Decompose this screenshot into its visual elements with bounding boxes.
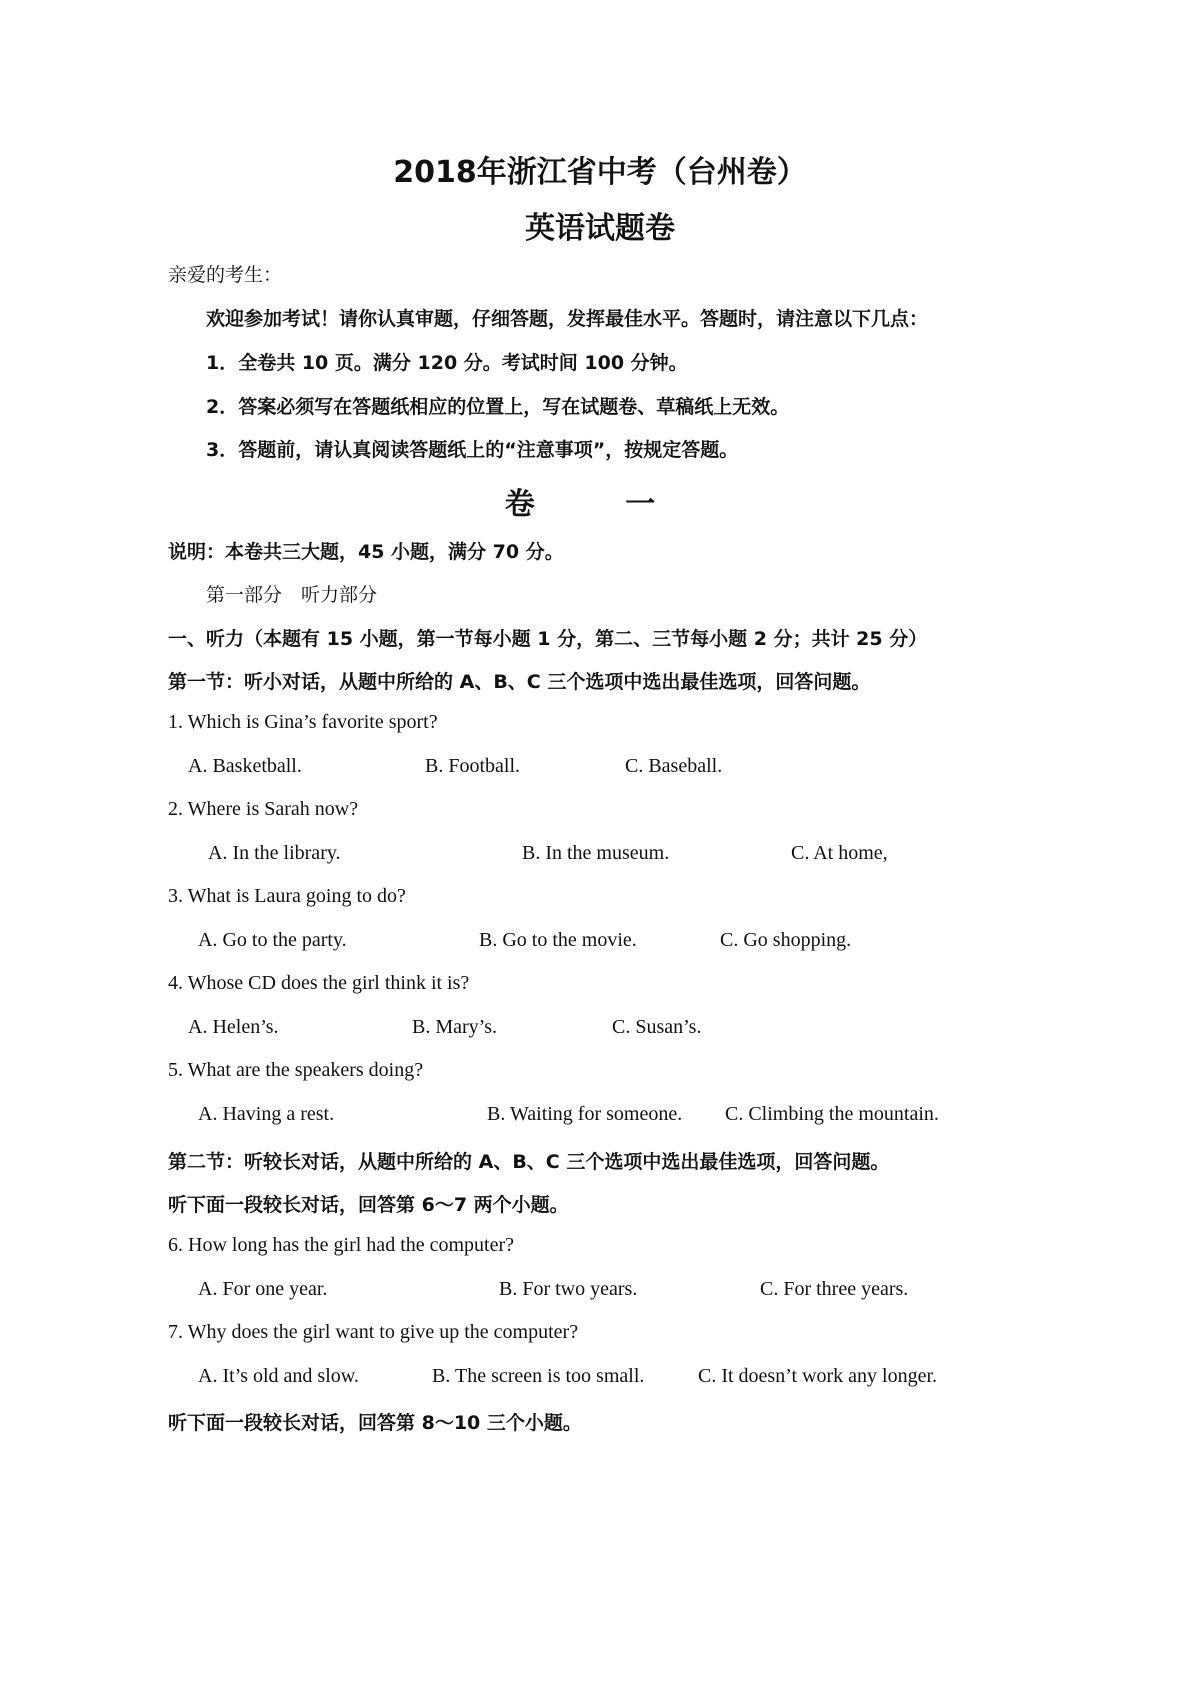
- exam-subtitle: 英语试题卷: [525, 211, 675, 246]
- option-a: A. It’s old and slow.: [198, 1365, 359, 1387]
- question-text: 2. Where is Sarah now?: [168, 798, 359, 820]
- option-c: C. It doesn’t work any longer.: [698, 1365, 938, 1387]
- option-b: B. For two years.: [499, 1278, 638, 1300]
- part-heading: 第一部分 听力部分: [206, 584, 378, 606]
- question-text: 4. Whose CD does the girl think it is?: [168, 972, 470, 994]
- note-item: 2．答案必须写在答题纸相应的位置上，写在试题卷、草稿纸上无效。: [206, 396, 790, 418]
- welcome-text: 欢迎参加考试！请你认真审题，仔细答题，发挥最佳水平。答题时，请注意以下几点：: [206, 308, 929, 330]
- dialogue-group-heading: 听下面一段较长对话，回答第 8～10 三个小题。: [168, 1412, 582, 1434]
- question-text: 7. Why does the girl want to give up the computer?: [168, 1321, 579, 1343]
- volume-label: 卷 一: [504, 487, 696, 522]
- option-b: B. Football.: [425, 755, 521, 777]
- option-a: A. Having a rest.: [198, 1103, 335, 1125]
- option-c: C. Go shopping.: [720, 929, 852, 951]
- question-text: 5. What are the speakers doing?: [168, 1059, 424, 1081]
- option-b: B. Go to the movie.: [479, 929, 637, 951]
- volume-description: 说明：本卷共三大题，45 小题，满分 70 分。: [168, 541, 564, 563]
- exam-title: 2018年浙江省中考（台州卷）: [393, 155, 807, 190]
- option-a: A. For one year.: [198, 1278, 328, 1300]
- option-a: A. In the library.: [208, 842, 341, 864]
- option-c: C. Climbing the mountain.: [725, 1103, 939, 1125]
- option-a: A. Basketball.: [188, 755, 302, 777]
- option-b: B. In the museum.: [522, 842, 670, 864]
- question-text: 1. Which is Gina’s favorite sport?: [168, 711, 438, 733]
- option-c: C. Susan’s.: [612, 1016, 702, 1038]
- section1-instruction: 第一节：听小对话，从题中所给的 A、B、C 三个选项中选出最佳选项，回答问题。: [168, 671, 871, 693]
- option-c: C. Baseball.: [625, 755, 723, 777]
- option-a: A. Helen’s.: [188, 1016, 279, 1038]
- option-c: C. At home,: [791, 842, 888, 864]
- section2-instruction: 第二节：听较长对话，从题中所给的 A、B、C 三个选项中选出最佳选项，回答问题。: [168, 1151, 890, 1173]
- option-b: B. The screen is too small.: [432, 1365, 645, 1387]
- dialogue-group-heading: 听下面一段较长对话，回答第 6～7 两个小题。: [168, 1194, 569, 1216]
- note-item: 3．答题前，请认真阅读答题纸上的“注意事项”，按规定答题。: [206, 439, 739, 461]
- section-heading: 一、听力（本题有 15 小题，第一节每小题 1 分，第二、三节每小题 2 分；共计 25 分）: [168, 628, 928, 650]
- question-text: 6. How long has the girl had the computer?: [168, 1234, 515, 1256]
- option-c: C. For three years.: [760, 1278, 909, 1300]
- option-a: A. Go to the party.: [198, 929, 347, 951]
- question-text: 3. What is Laura going to do?: [168, 885, 406, 907]
- option-b: B. Waiting for someone.: [487, 1103, 683, 1125]
- option-b: B. Mary’s.: [412, 1016, 497, 1038]
- greeting: 亲爱的考生：: [168, 264, 283, 286]
- note-item: 1．全卷共 10 页。满分 120 分。考试时间 100 分钟。: [206, 352, 688, 374]
